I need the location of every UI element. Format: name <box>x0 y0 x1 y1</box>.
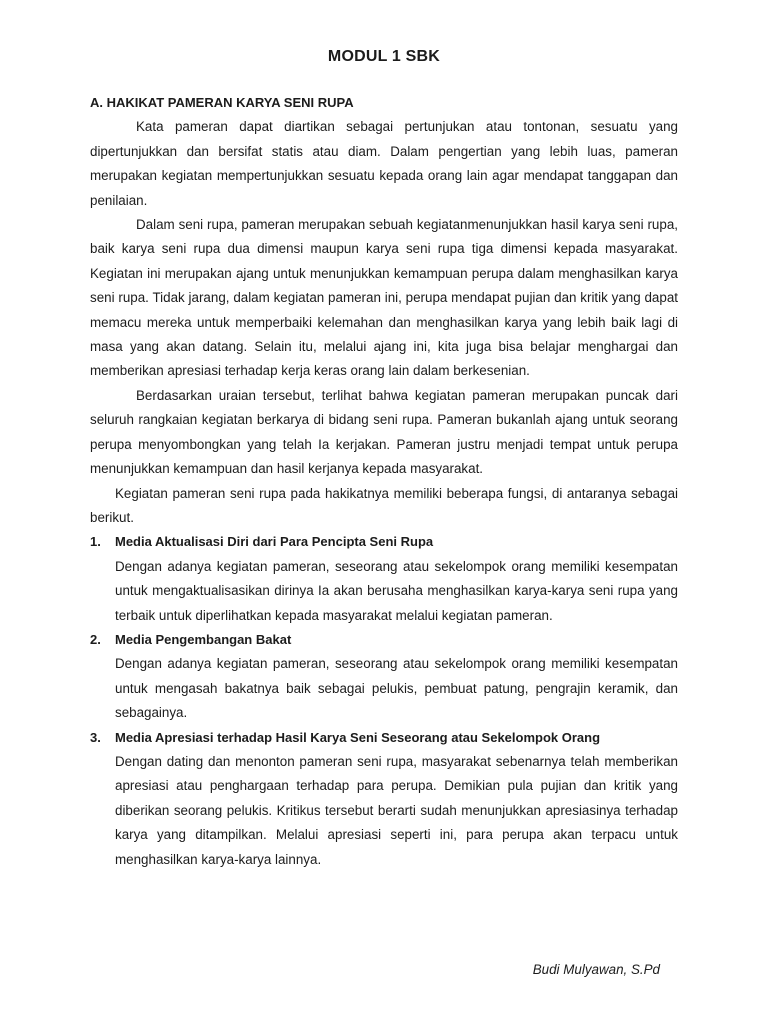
function-text: Dengan adanya kegiatan pameran, seseorang atau sekelompok orang memiliki kesempatan untuk mengaktualisasikan dirinya Ia akan berusaha menghasilkan karya-karya seni rupa yang terbaik untuk diperlihatkan kepada masyarakat melalui kegiatan pameran. <box>115 558 678 623</box>
function-text: Dengan adanya kegiatan pameran, seseorang atau sekelompok orang memiliki kesempatan untuk mengasah bakatnya baik sebagai pelukis, pembuat patung, pengrajin keramik, dan sebagainya. <box>115 656 678 721</box>
function-text: Dengan dating dan menonton pameran seni rupa, masyarakat sebenarnya telah memberikan apresiasi atau penghargaan terhadap para perupa. Demikian pula pujian dan kritik yang diberikan seorang pelukis. Kritikus tersebut berarti sudah menunjukkan apresiasinya terhadap karya yang ditampilkan. Melalui apresiasi seperti ini, para perupa akan terpacu untuk menghasilkan karya-karya lainnya. <box>115 753 678 867</box>
paragraph-3: Berdasarkan uraian tersebut, terlihat bahwa kegiatan pameran merupakan puncak dari seluruh rangkaian kegiatan berkarya di bidang seni rupa. Pameran bukanlah ajang untuk seorang perupa menyombongkan yang telah Ia kerjakan. Pameran justru menjadi tempat untuk perupa menunjukkan kemampuan dan hasil kerjanya kepada masyarakat. <box>90 387 678 477</box>
function-title: Media Pengembangan Bakat <box>115 631 292 647</box>
author-signature: Budi Mulyawan, S.Pd <box>532 962 660 977</box>
document-title: MODUL 1 SBK <box>327 48 441 65</box>
function-item-2 <box>90 628 678 726</box>
function-number: 3. <box>90 729 101 745</box>
function-title: Media Aktualisasi Diri dari Para Pencipta Seni Rupa <box>115 534 434 550</box>
paragraph-2: Dalam seni rupa, pameran merupakan sebuah kegiatanmenunjukkan hasil karya seni rupa, baik karya seni rupa dua dimensi maupun karya seni rupa tiga dimensi kepada masyarakat. Kegiatan ini merupakan ajang untuk menunjukkan kemampuan perupa dalam menghasilkan karya seni rupa. Tidak jarang, dalam kegiatan pameran ini, perupa mendapat pujian dan kritik yang dapat memacu mereka untuk memperbaiki kelemahan dan menghasilkan karya yang lebih baik lagi di masa yang akan datang. Selain itu, melalui ajang ini, kita juga bisa belajar menghargai dan memberikan apresiasi terhadap kerja keras orang lain dalam berkesenian. <box>90 217 678 379</box>
function-number: 2. <box>90 631 101 647</box>
function-item-3 <box>90 726 678 872</box>
function-item-1 <box>90 530 678 628</box>
section-heading: A. HAKIKAT PAMERAN KARYA SENI RUPA <box>90 95 354 110</box>
function-title: Media Apresiasi terhadap Hasil Karya Seni Seseorang atau Sekelompok Orang <box>115 729 601 745</box>
functions-intro: Kegiatan pameran seni rupa pada hakikatnya memiliki beberapa fungsi, di antaranya sebagai berikut. <box>90 485 678 525</box>
document-body <box>90 91 678 872</box>
paragraph-1: Kata pameran dapat diartikan sebagai pertunjukan atau tontonan, sesuatu yang dipertunjukkan dan bersifat statis atau diam. Dalam pengertian yang lebih luas, pameran merupakan kegiatan mempertunjukkan sesuatu kepada orang lain agar mendapat tanggapan dan penilaian. <box>90 119 678 208</box>
function-number: 1. <box>90 534 101 550</box>
functions-list <box>90 530 678 872</box>
